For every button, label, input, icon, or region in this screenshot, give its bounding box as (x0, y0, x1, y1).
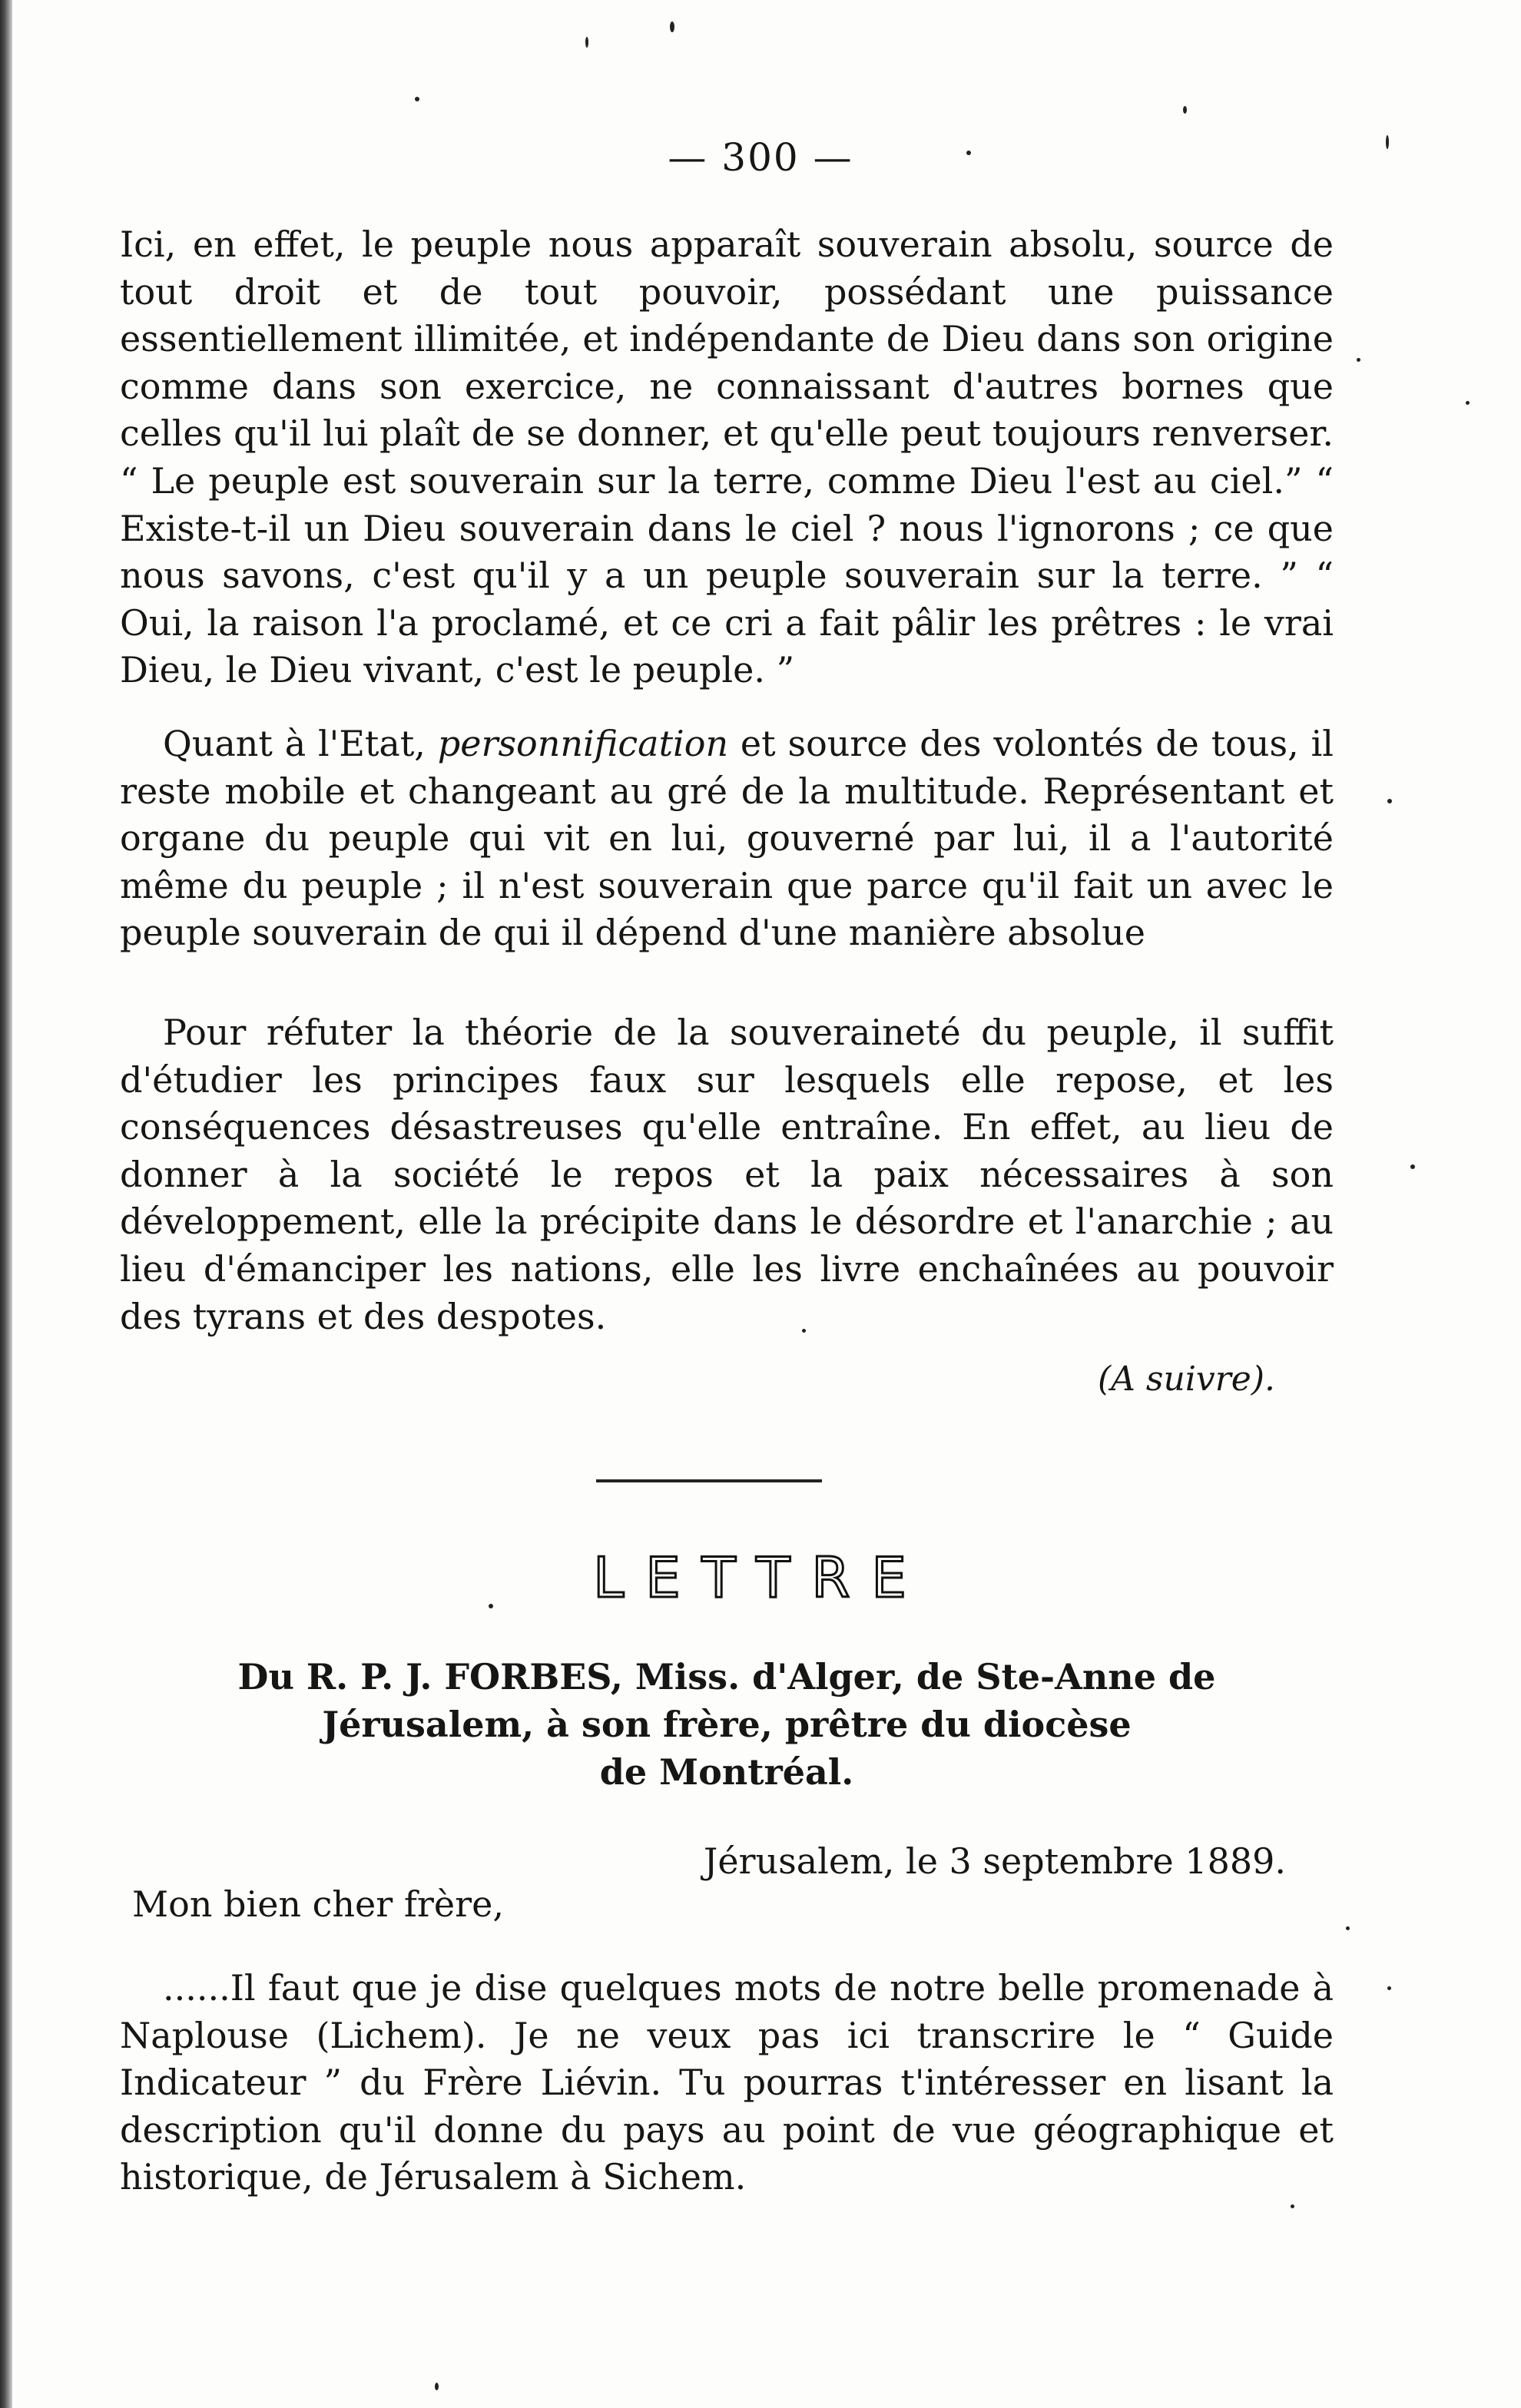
paragraph-text-start: Quant à l'Etat, (163, 723, 438, 764)
scan-speck (1387, 799, 1392, 803)
scan-speck (1291, 2204, 1294, 2208)
paragraph-text: Ici, en effet, le peuple nous apparaît souverain absolu, source de tout droit et de tout pouvoir, possédant une puissance essentiellement illimitée, et indépendante de Dieu dans son origine comme dans son exercice, ne connaissant d'autres bornes que celles qu'il lui plaît de se donner, et qu'elle peut toujours renverser. “ Le peuple est souverain sur la terre, comme Dieu l'est au ciel.” “ Existe-t-il un Dieu souverain dans le ciel ? nous l'ignorons ; ce que nous savons, c'est qu'il y a un peuple souverain sur la terre. ” “ Oui, la raison l'a proclamé, et ce cri a fait pâlir les prêtres : le vrai Dieu, le Dieu vivant, c'est le peuple. ” (120, 224, 1334, 691)
paragraph-text: ......Il faut que je dise quelques mots de notre belle promenade à Naplouse (Lichem). Je ne veux pas ici transcrire le “ Guide Indicateur ” du Frère Liévin. Tu pourras t'intéresser en lisant la description qu'il donne du pays au point de vue géographique et historique, de Jérusalem à Sichem. (120, 1967, 1334, 2198)
letter-heading: LETTRE (593, 1545, 928, 1610)
paragraph-text (120, 720, 1334, 957)
scan-speck (585, 37, 588, 48)
letter-salutation: Mon bien cher frère, (132, 1883, 504, 1925)
letter-body (120, 1965, 1334, 2201)
scan-speck (1346, 1926, 1350, 1930)
scan-speck (1466, 401, 1470, 405)
paragraph-refutation (120, 1009, 1334, 1340)
italic-term: personnification (437, 723, 729, 764)
scan-speck (802, 1329, 806, 1333)
to-be-continued-note: (A suivre). (1098, 1360, 1275, 1399)
scan-speck (1387, 1986, 1391, 1990)
scan-speck (966, 151, 971, 155)
scan-speck (489, 1604, 493, 1608)
scan-speck (670, 22, 674, 32)
paragraph-text-end: et source des volontés de tous, il reste mobile et changeant au gré de la multitude. Représentant et organe du peuple qui vit en lui, gouverné par lui, il a l'autorité même du peuple ; il n'est souverain que parce qu'il fait un avec le peuple souverain de qui il dépend d'une manière absolue (120, 723, 1334, 954)
paragraph-etat (120, 720, 1334, 957)
section-divider (596, 1479, 822, 1482)
scan-speck (415, 97, 419, 101)
letter-address (120, 1653, 1334, 1796)
address-line: Jérusalem, à son frère, prêtre du diocèse (322, 1704, 1132, 1745)
address-line: de Montréal. (599, 1751, 854, 1793)
address-line: Du R. P. J. FORBES, Miss. d'Alger, de Ste-Anne de (237, 1656, 1216, 1698)
letter-date: Jérusalem, le 3 septembre 1889. (703, 1840, 1286, 1882)
scan-speck (1410, 1164, 1415, 1169)
page-number: — 300 — (668, 135, 853, 180)
scan-speck (435, 2383, 439, 2390)
paragraph-sovereignty-quote (120, 221, 1334, 694)
scan-speck (1386, 135, 1389, 149)
paragraph-text: Pour réfuter la théorie de la souveraineté du peuple, il suffit d'étudier les principes faux sur lesquels elle repose, et les conséquences désastreuses qu'elle entraîne. En effet, au lieu de donner à la société le repos et la paix nécessaires à son développement, elle la précipite dans le désordre et l'anarchie ; au lieu d'émanciper les nations, elle les livre enchaînées au pouvoir des tyrans et des despotes. (120, 1012, 1334, 1337)
scan-speck (1357, 358, 1360, 362)
scan-speck (1183, 106, 1187, 114)
page-binding-edge (0, 0, 12, 2408)
